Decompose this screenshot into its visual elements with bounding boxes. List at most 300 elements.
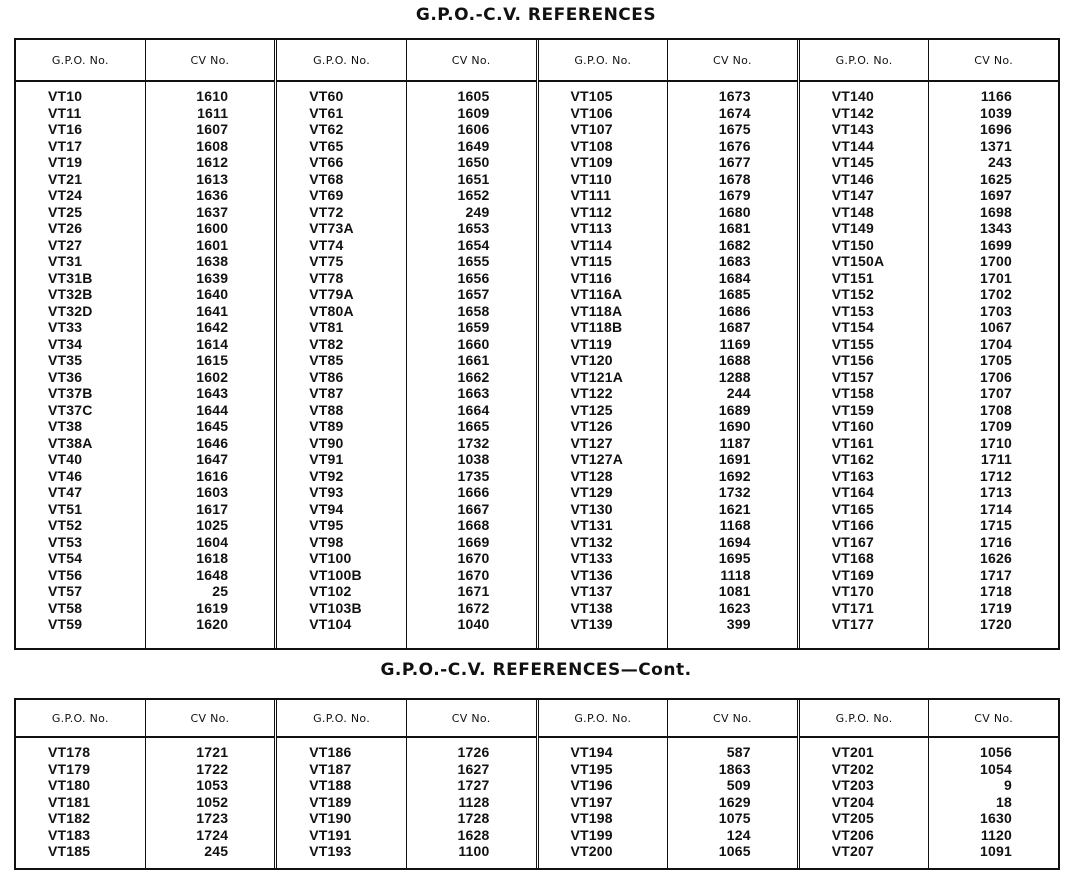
gpo-number: VT157 <box>831 368 874 385</box>
gpo-number: VT51 <box>48 500 83 517</box>
cv-number: 1716 <box>980 533 1012 550</box>
gpo-number: VT142 <box>831 104 874 121</box>
cv-number: 1610 <box>196 88 229 104</box>
gpo-number: VT19 <box>48 154 83 170</box>
cv-number: 1689 <box>718 401 751 418</box>
gpo-number: VT178 <box>48 744 91 760</box>
cv-number: 1641 <box>196 302 229 319</box>
gpo-number: VT144 <box>831 137 874 154</box>
gpo-number: VT198 <box>570 810 613 826</box>
gpo-header: G.P.O. No. <box>800 700 929 738</box>
column-group <box>277 700 538 868</box>
gpo-number: VT202 <box>831 760 874 777</box>
cv-number: 1678 <box>718 170 751 187</box>
cv-number: 1120 <box>980 826 1012 843</box>
cv-column <box>929 40 1058 648</box>
gpo-number: VT16 <box>48 121 83 137</box>
cv-number: 1663 <box>457 385 490 401</box>
references-table <box>14 38 1060 650</box>
cv-number: 1676 <box>718 137 751 154</box>
cv-number: 1735 <box>457 467 490 484</box>
gpo-number: VT38 <box>48 418 83 434</box>
cv-number: 1710 <box>980 434 1012 451</box>
gpo-number: VT201 <box>831 744 874 760</box>
gpo-header: G.P.O. No. <box>277 40 406 82</box>
gpo-number: VT199 <box>570 826 613 843</box>
cv-number: 1169 <box>719 335 751 352</box>
gpo-number: VT116A <box>570 286 623 302</box>
cv-column <box>407 40 536 648</box>
gpo-number: VT82 <box>309 335 344 352</box>
cv-number: 1652 <box>457 187 490 203</box>
cv-number: 244 <box>726 385 751 401</box>
cv-number: 1627 <box>457 760 490 777</box>
gpo-number: VT102 <box>309 583 352 599</box>
cv-number: 1643 <box>196 385 229 401</box>
gpo-column <box>539 40 669 648</box>
continued-title: G.P.O.-C.V. REFERENCES—Cont. <box>380 660 692 680</box>
gpo-number: VT92 <box>309 467 344 484</box>
gpo-header: G.P.O. No. <box>539 700 668 738</box>
cv-number: 1617 <box>196 500 229 517</box>
cv-number: 1680 <box>718 203 751 220</box>
gpo-number: VT133 <box>570 550 613 566</box>
gpo-column <box>16 700 146 868</box>
cv-header: CV No. <box>929 40 1058 82</box>
gpo-number: VT105 <box>570 88 613 104</box>
gpo-number: VT162 <box>831 451 874 467</box>
cv-number: 1039 <box>980 104 1012 121</box>
cv-number: 1667 <box>457 500 490 517</box>
gpo-number: VT164 <box>831 484 874 500</box>
gpo-number: VT190 <box>309 810 352 826</box>
cv-number: 1721 <box>196 744 229 760</box>
gpo-number: VT100 <box>309 550 352 566</box>
cv-number: 1692 <box>718 467 751 484</box>
gpo-number: VT115 <box>570 253 612 269</box>
cv-number: 1683 <box>718 253 751 269</box>
gpo-number: VT38A <box>48 434 93 451</box>
page-title: G.P.O.-C.V. REFERENCES <box>415 5 657 25</box>
cv-number: 1655 <box>457 253 490 269</box>
cv-number: 1656 <box>457 269 490 286</box>
cv-number: 1717 <box>980 566 1012 583</box>
gpo-number: VT189 <box>309 793 352 810</box>
gpo-number: VT167 <box>831 533 874 550</box>
gpo-number: VT72 <box>309 203 344 220</box>
cv-number: 1053 <box>196 777 229 793</box>
cv-number: 1694 <box>718 533 751 550</box>
cv-number: 1714 <box>980 500 1012 517</box>
gpo-number: VT195 <box>570 760 613 777</box>
cv-number: 1661 <box>457 352 490 368</box>
cv-number: 1691 <box>718 451 751 467</box>
cv-number: 245 <box>204 843 229 859</box>
gpo-number: VT177 <box>831 616 874 632</box>
cv-header: CV No. <box>668 700 797 738</box>
cv-number: 1613 <box>196 170 229 187</box>
cv-number: 1706 <box>980 368 1012 385</box>
cv-number: 1038 <box>457 451 490 467</box>
gpo-column <box>277 40 407 648</box>
gpo-number: VT85 <box>309 352 344 368</box>
gpo-number: VT155 <box>831 335 874 352</box>
gpo-number: VT186 <box>309 744 352 760</box>
cv-number: 1727 <box>457 777 490 793</box>
cv-number: 1166 <box>980 88 1012 104</box>
gpo-number: VT65 <box>309 137 344 154</box>
column-group <box>277 40 538 648</box>
cv-number: 1700 <box>980 253 1012 269</box>
cv-number: 1707 <box>980 385 1012 401</box>
gpo-number: VT145 <box>831 154 874 170</box>
cv-number: 1636 <box>196 187 229 203</box>
gpo-number: VT27 <box>48 236 83 253</box>
gpo-column <box>16 40 146 648</box>
cv-number: 1669 <box>457 533 490 550</box>
gpo-number: VT143 <box>831 121 874 137</box>
cv-number: 1702 <box>980 286 1012 302</box>
cv-number: 1711 <box>980 451 1012 467</box>
cv-header: CV No. <box>929 700 1058 738</box>
gpo-number: VT88 <box>309 401 344 418</box>
gpo-header: G.P.O. No. <box>277 700 406 738</box>
cv-number: 1670 <box>457 566 490 583</box>
gpo-number: VT170 <box>831 583 874 599</box>
gpo-number: VT132 <box>570 533 613 550</box>
gpo-number: VT137 <box>570 583 613 599</box>
cv-number: 1630 <box>980 810 1012 826</box>
cv-number: 1654 <box>457 236 490 253</box>
gpo-number: VT108 <box>570 137 613 154</box>
gpo-number: VT156 <box>831 352 874 368</box>
cv-column <box>929 700 1058 868</box>
gpo-number: VT171 <box>831 599 874 616</box>
gpo-number: VT140 <box>831 88 874 104</box>
gpo-number: VT188 <box>309 777 352 793</box>
gpo-number: VT32B <box>48 286 93 302</box>
cv-number: 1187 <box>719 434 751 451</box>
gpo-number: VT111 <box>570 187 612 203</box>
cv-number: 1621 <box>718 500 751 517</box>
cv-number: 1713 <box>980 484 1012 500</box>
cv-column <box>407 700 536 868</box>
cv-number: 1644 <box>196 401 229 418</box>
cv-number: 1709 <box>980 418 1012 434</box>
cv-header: CV No. <box>146 40 275 82</box>
cv-number: 1728 <box>457 810 490 826</box>
column-group <box>16 700 277 868</box>
gpo-number: VT180 <box>48 777 91 793</box>
gpo-number: VT73A <box>309 220 354 236</box>
cv-number: 243 <box>988 154 1012 170</box>
gpo-number: VT129 <box>570 484 613 500</box>
gpo-number: VT26 <box>48 220 83 236</box>
gpo-number: VT57 <box>48 583 83 599</box>
cv-number: 587 <box>726 744 751 760</box>
cv-number: 1715 <box>980 517 1012 533</box>
cv-number: 1618 <box>196 550 229 566</box>
cv-number: 1674 <box>718 104 751 121</box>
cv-number: 1637 <box>196 203 229 220</box>
cv-number: 1670 <box>457 550 490 566</box>
gpo-number: VT103B <box>309 599 362 616</box>
gpo-number: VT203 <box>831 777 874 793</box>
gpo-number: VT32D <box>48 302 93 319</box>
cv-number: 1648 <box>196 566 229 583</box>
gpo-number: VT127A <box>570 451 624 467</box>
gpo-number: VT161 <box>831 434 874 451</box>
gpo-number: VT31 <box>48 253 83 269</box>
cv-number: 1677 <box>718 154 751 170</box>
cv-number: 1640 <box>196 286 229 302</box>
cv-number: 1705 <box>980 352 1012 368</box>
cv-number: 1724 <box>196 826 229 843</box>
gpo-number: VT146 <box>831 170 874 187</box>
gpo-number: VT24 <box>48 187 83 203</box>
cv-number: 1288 <box>718 368 751 385</box>
cv-number: 1604 <box>196 533 229 550</box>
gpo-number: VT66 <box>309 154 344 170</box>
cv-number: 1615 <box>196 352 229 368</box>
gpo-number: VT152 <box>831 286 874 302</box>
gpo-number: VT151 <box>831 269 874 286</box>
gpo-number: VT112 <box>570 203 612 220</box>
cv-number: 1672 <box>457 599 490 616</box>
cv-number: 1732 <box>457 434 490 451</box>
cv-number: 1616 <box>196 467 229 484</box>
gpo-number: VT11 <box>48 104 82 121</box>
column-group <box>800 700 1058 868</box>
gpo-number: VT37B <box>48 385 93 401</box>
cv-number: 1603 <box>196 484 229 500</box>
cv-number: 9 <box>1004 777 1012 793</box>
gpo-number: VT107 <box>570 121 613 137</box>
cv-number: 1697 <box>980 187 1012 203</box>
gpo-number: VT207 <box>831 843 874 859</box>
gpo-number: VT25 <box>48 203 83 220</box>
cv-number: 1682 <box>718 236 751 253</box>
cv-number: 1100 <box>458 843 490 859</box>
gpo-number: VT116 <box>570 269 612 286</box>
cv-number: 1626 <box>980 550 1012 566</box>
gpo-number: VT136 <box>570 566 613 583</box>
column-group <box>800 40 1058 648</box>
cv-number: 399 <box>726 616 751 632</box>
cv-number: 1665 <box>457 418 490 434</box>
cv-number: 1698 <box>980 203 1012 220</box>
gpo-number: VT159 <box>831 401 874 418</box>
gpo-column <box>277 700 407 868</box>
gpo-number: VT193 <box>309 843 352 859</box>
cv-number: 1620 <box>196 616 229 632</box>
cv-number: 1054 <box>980 760 1012 777</box>
gpo-number: VT196 <box>570 777 613 793</box>
cv-number: 1722 <box>196 760 229 777</box>
cv-number: 1052 <box>196 793 229 810</box>
cv-number: 1701 <box>980 269 1012 286</box>
gpo-number: VT40 <box>48 451 83 467</box>
gpo-number: VT150 <box>831 236 874 253</box>
gpo-number: VT75 <box>309 253 344 269</box>
cv-number: 1614 <box>196 335 229 352</box>
cv-header: CV No. <box>146 700 275 738</box>
cv-number: 1660 <box>457 335 490 352</box>
cv-number: 1708 <box>980 401 1012 418</box>
cv-header: CV No. <box>407 700 536 738</box>
gpo-number: VT98 <box>309 533 344 550</box>
gpo-number: VT181 <box>48 793 91 810</box>
cv-number: 1118 <box>720 566 751 583</box>
gpo-number: VT106 <box>570 104 613 121</box>
gpo-number: VT10 <box>48 88 83 104</box>
cv-number: 1025 <box>196 517 229 533</box>
gpo-number: VT17 <box>48 137 83 154</box>
gpo-number: VT182 <box>48 810 91 826</box>
gpo-number: VT114 <box>570 236 612 253</box>
cv-number: 1704 <box>980 335 1012 352</box>
gpo-number: VT91 <box>309 451 344 467</box>
cv-number: 1081 <box>718 583 751 599</box>
cv-number: 1067 <box>980 319 1012 335</box>
gpo-header: G.P.O. No. <box>16 700 145 738</box>
column-group <box>16 40 277 648</box>
gpo-number: VT206 <box>831 826 874 843</box>
gpo-number: VT160 <box>831 418 874 434</box>
gpo-number: VT165 <box>831 500 874 517</box>
gpo-header: G.P.O. No. <box>539 40 668 82</box>
cv-number: 1673 <box>718 88 751 104</box>
cv-number: 1625 <box>980 170 1012 187</box>
gpo-number: VT93 <box>309 484 344 500</box>
cv-number: 249 <box>465 203 490 220</box>
gpo-number: VT148 <box>831 203 874 220</box>
gpo-number: VT86 <box>309 368 344 385</box>
cv-number: 509 <box>726 777 751 793</box>
cv-number: 1687 <box>718 319 751 335</box>
cv-header: CV No. <box>407 40 536 82</box>
gpo-number: VT90 <box>309 434 344 451</box>
gpo-number: VT80A <box>309 302 354 319</box>
gpo-number: VT119 <box>570 335 612 352</box>
gpo-number: VT169 <box>831 566 874 583</box>
gpo-number: VT58 <box>48 599 83 616</box>
cv-number: 124 <box>726 826 751 843</box>
gpo-number: VT60 <box>309 88 344 104</box>
cv-number: 18 <box>996 793 1012 810</box>
gpo-number: VT79A <box>309 286 354 302</box>
cv-number: 1371 <box>980 137 1012 154</box>
cv-number: 1720 <box>980 616 1012 632</box>
cv-number: 1690 <box>718 418 751 434</box>
cv-number: 1659 <box>457 319 490 335</box>
cv-number: 1699 <box>980 236 1012 253</box>
gpo-number: VT120 <box>570 352 613 368</box>
references-continued-table <box>14 698 1060 870</box>
gpo-number: VT109 <box>570 154 613 170</box>
gpo-number: VT53 <box>48 533 83 550</box>
gpo-number: VT125 <box>570 401 613 418</box>
cv-number: 1726 <box>457 744 490 760</box>
gpo-number: VT78 <box>309 269 344 286</box>
cv-number: 1718 <box>980 583 1012 599</box>
gpo-number: VT130 <box>570 500 613 517</box>
cv-number: 1666 <box>457 484 490 500</box>
gpo-number: VT118A <box>570 302 623 319</box>
gpo-number: VT139 <box>570 616 613 632</box>
cv-number: 1668 <box>457 517 490 533</box>
gpo-number: VT149 <box>831 220 874 236</box>
cv-number: 1638 <box>196 253 229 269</box>
gpo-number: VT52 <box>48 517 83 533</box>
cv-column <box>668 700 797 868</box>
gpo-number: VT127 <box>570 434 613 451</box>
cv-number: 1623 <box>718 599 751 616</box>
gpo-number: VT69 <box>309 187 344 203</box>
gpo-number: VT89 <box>309 418 344 434</box>
gpo-number: VT31B <box>48 269 93 286</box>
cv-number: 1719 <box>980 599 1012 616</box>
gpo-number: VT54 <box>48 550 83 566</box>
gpo-number: VT95 <box>309 517 344 533</box>
gpo-number: VT163 <box>831 467 874 484</box>
cv-number: 1657 <box>457 286 490 302</box>
gpo-number: VT191 <box>309 826 352 843</box>
gpo-column <box>800 40 930 648</box>
gpo-number: VT34 <box>48 335 83 352</box>
cv-column <box>146 40 275 648</box>
gpo-number: VT154 <box>831 319 874 335</box>
cv-number: 1645 <box>196 418 229 434</box>
cv-number: 1688 <box>718 352 751 368</box>
gpo-column <box>800 700 930 868</box>
cv-number: 1650 <box>457 154 490 170</box>
cv-number: 1723 <box>196 810 229 826</box>
cv-number: 25 <box>212 583 229 599</box>
cv-header: CV No. <box>668 40 797 82</box>
gpo-number: VT68 <box>309 170 344 187</box>
cv-number: 1065 <box>718 843 751 859</box>
cv-number: 1606 <box>457 121 490 137</box>
cv-number: 1600 <box>196 220 229 236</box>
cv-number: 1343 <box>980 220 1012 236</box>
gpo-number: VT179 <box>48 760 91 777</box>
gpo-column <box>539 700 669 868</box>
gpo-number: VT56 <box>48 566 83 583</box>
gpo-number: VT197 <box>570 793 613 810</box>
cv-number: 1863 <box>718 760 751 777</box>
cv-number: 1647 <box>196 451 229 467</box>
gpo-number: VT183 <box>48 826 91 843</box>
cv-number: 1671 <box>457 583 490 599</box>
cv-number: 1658 <box>457 302 490 319</box>
gpo-number: VT150A <box>831 253 885 269</box>
gpo-number: VT110 <box>570 170 612 187</box>
gpo-number: VT113 <box>570 220 612 236</box>
gpo-number: VT46 <box>48 467 83 484</box>
gpo-number: VT62 <box>309 121 344 137</box>
cv-number: 1685 <box>718 286 751 302</box>
cv-number: 1649 <box>457 137 490 154</box>
gpo-number: VT94 <box>309 500 344 517</box>
cv-number: 1679 <box>718 187 751 203</box>
cv-number: 1703 <box>980 302 1012 319</box>
cv-number: 1608 <box>196 137 229 154</box>
cv-number: 1696 <box>980 121 1012 137</box>
gpo-number: VT147 <box>831 187 874 203</box>
gpo-number: VT36 <box>48 368 83 385</box>
cv-number: 1168 <box>719 517 751 533</box>
